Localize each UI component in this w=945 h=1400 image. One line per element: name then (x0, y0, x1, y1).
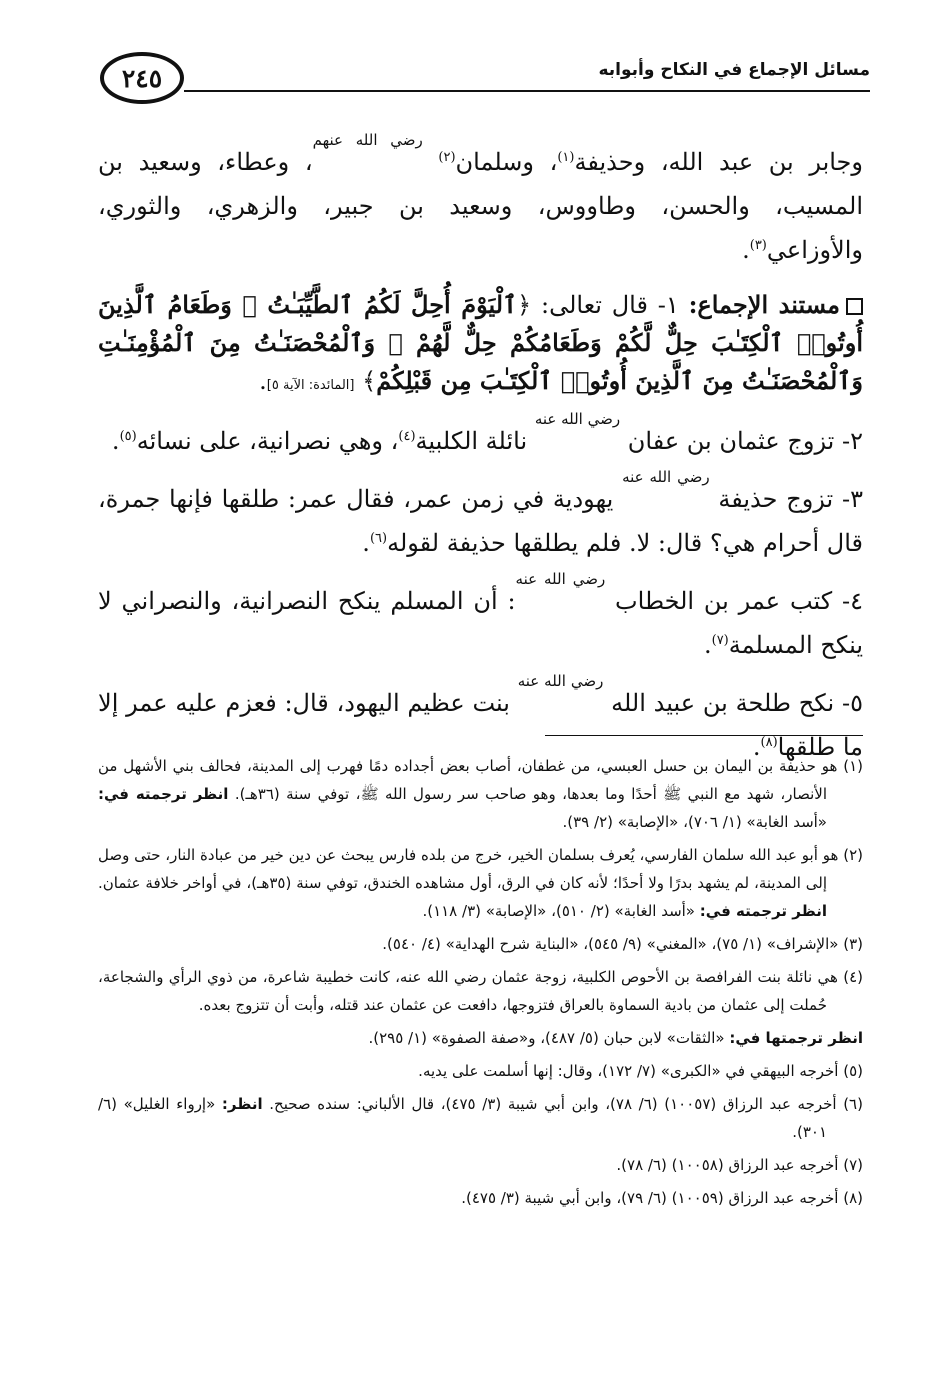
page-header (100, 52, 870, 110)
text-span: نائلة الكلبية (415, 427, 528, 455)
footnote-3 (98, 930, 863, 958)
paragraph-scholars-list (98, 131, 863, 272)
text-span: ٤- كتب عمر بن الخطاب (615, 587, 863, 615)
verse-source: [المائدة: الآية ٥] (266, 378, 355, 393)
verse-close-bracket: ﴾ (362, 367, 377, 395)
text-span: . (703, 631, 712, 659)
honorific-glyph: رضي الله عنهم (312, 131, 423, 149)
footnote-ref[interactable]: (٣) (749, 238, 767, 253)
text-span: . (752, 733, 761, 761)
footnote-text: هو أبو عبد الله سلمان الفارسي، يُعرف بسلمان الخير، خرج من بلده فارس يبحث عن دين خير من عبادة النار، حتى وصل إلى المدينة، لم يشهد بدرًا ولا أحدًا؛ لأنه كان في الرق، أول مشاهده الخندق، توفي سنة (٣٥هـ)، في أواخر خلافة عثمان. (98, 846, 839, 892)
page-number-oval (100, 52, 184, 104)
footnote-ref[interactable]: (٤) (398, 429, 416, 444)
footnote-label: انظر ترجمته في: (98, 785, 229, 803)
footnote-number: (٢) (843, 846, 863, 864)
running-title: مسائل الإجماع في النكاح وأبوابه (598, 60, 870, 80)
footnote-number: (٧) (843, 1156, 863, 1174)
paragraph-item-4 (98, 570, 863, 667)
text-span: ٢- تزوج عثمان بن عفان (627, 427, 863, 455)
footnote-text: «إرواء الغليل» (٦/ ٣٠١). (98, 1095, 827, 1141)
footnote-4-continued (98, 1024, 863, 1052)
section-label: مستند الإجماع: (688, 290, 840, 319)
footnote-label: انظر ترجمته في: (699, 902, 827, 920)
footnote-label: انظر ترجمتها في: (729, 1029, 863, 1047)
text-span: بنت عظيم اليهود، قال: فعزم عليه عمر إلا ما طلقها (98, 689, 863, 761)
page-number: ٢٤٥ (121, 63, 163, 93)
text-span: ٣- تزوج حذيفة (718, 485, 863, 513)
footnote-number: (٦) (843, 1095, 863, 1113)
footnote-text: أخرجه عبد الرزاق (١٠٠٥٧) (٦/ ٧٨)، وابن أبي شيبة (٣/ ٤٧٥)، قال الألباني: سنده صحيح. (269, 1095, 837, 1113)
text-span: ، وسلمان (455, 148, 558, 176)
main-text (98, 131, 863, 783)
honorific-glyph: رضي الله عنه (515, 570, 606, 588)
footnote-5 (98, 1057, 863, 1085)
paragraph-item-3 (98, 468, 863, 565)
footnote-text: هو حذيفة بن اليمان بن حسل العبسي، من غطفان، أصاب بعض أجداده دمًا فهرب إلى المدينة، فحالف بني الأشهل من الأنصار، شهد مع النبي ﷺ أحدًا وما بعدها، وهو صاحب سر رسول الله ﷺ، توفي سنة (٣٦هـ). (98, 757, 838, 803)
footnote-8 (98, 1184, 863, 1212)
footnote-text: أخرجه البيهقي في «الكبرى» (٧/ ١٧٢)، وقال: إنها أسلمت على يديه. (418, 1062, 839, 1080)
footnote-number: (٣) (843, 935, 863, 953)
verse-open-bracket: ﴿ (517, 291, 532, 319)
footnote-2 (98, 841, 863, 925)
text-span: . (259, 367, 267, 395)
text-span: . (742, 236, 750, 264)
honorific-glyph: رضي الله عنه (534, 410, 621, 428)
footnote-separator (545, 735, 863, 736)
footnote-7 (98, 1151, 863, 1179)
text-span: وجابر بن عبد الله، وحذيفة (574, 148, 863, 176)
footnote-text: أخرجه عبد الرزاق (١٠٠٥٨) (٦/ ٧٨). (616, 1156, 839, 1174)
text-span: : أن المسلم ينكح النصرانية، والنصراني لا ينكح المسلمة (98, 587, 863, 659)
text-span: ١- قال تعالى: (540, 291, 679, 319)
footnote-text: «أسد الغابة» (١/ ٧٠٦)، «الإصابة» (٢/ ٣٩). (562, 813, 827, 831)
footnote-text: هي نائلة بنت الفرافصة بن الأحوص الكلبية، زوجة عثمان رضي الله عنه، كانت خطيبة شاعرة، من ذوي الرأي والشجاعة، حُملت إلى عثمان من بادية السماوة بالعراق فتزوجها، دافعت عن عثمان عند قتله، وأبت أن تتزوج بعده. (98, 968, 838, 1014)
text-span: . (111, 427, 120, 455)
footnote-6 (98, 1090, 863, 1146)
text-span: ٥- نكح طلحة بن عبيد الله (611, 689, 863, 717)
honorific-glyph: رضي الله عنه (622, 468, 710, 486)
footnote-text: «الإشراف» (١/ ٧٥)، «المغني» (٩/ ٥٤٥)، «البناية شرح الهداية» (٤/ ٥٤٠). (382, 935, 839, 953)
text-span: . (362, 529, 370, 557)
text-span: ، وهي نصرانية، على نسائه (136, 427, 399, 455)
honorific-glyph: رضي الله عنه (517, 672, 604, 690)
footnote-ref[interactable]: (١) (557, 150, 575, 165)
footnote-text: «الثقات» لابن حبان (٥/ ٤٨٧)، و«صفة الصفوة» (١/ ٢٩٥). (368, 1029, 725, 1047)
footnote-number: (١) (843, 757, 863, 775)
footnote-ref[interactable]: (٨) (760, 735, 778, 750)
footnote-number: (٤) (843, 968, 863, 986)
square-bullet-icon (846, 298, 863, 315)
footnote-label: انظر: (221, 1095, 263, 1113)
footnote-number: (٨) (843, 1189, 863, 1207)
quran-verse: ٱلْيَوْمَ أُحِلَّ لَكُمُ ٱلطَّيِّبَـٰتُ ۖ وَطَعَامُ ٱلَّذِينَ أُوتُوا۟ ٱلْكِتَـٰبَ حِلٌّ لَّكُمْ وَطَعَامُكُمْ حِلٌّ لَّهُمْ ۖ وَٱلْمُحْصَنَـٰتُ مِنَ ٱلْمُؤْمِنَـٰتِ وَٱلْمُحْصَنَـٰتُ مِنَ ٱلَّذِينَ أُوتُوا۟ ٱلْكِتَـٰبَ مِن قَبْلِكُمْ (98, 290, 863, 395)
footnote-text: أخرجه عبد الرزاق (١٠٠٥٩) (٦/ ٧٩)، وابن أبي شيبة (٣/ ٤٧٥). (461, 1189, 839, 1207)
footnote-text: «أسد الغابة» (٢/ ٥١٠)، «الإصابة» (٣/ ١١٨). (422, 902, 695, 920)
footnote-ref[interactable]: (٢) (438, 150, 456, 165)
footnotes (98, 752, 863, 1217)
text-span: ، وعطاء، وسعيد بن المسيب، والحسن، وطاووس، وسعيد بن جبير، والزهري، والثوري، والأوزاعي (98, 148, 863, 264)
footnote-ref[interactable]: (٦) (369, 531, 388, 546)
text-span: يهودية في زمن عمر، فقال عمر: طلقها فإنها جمرة، قال أحرام هي؟ قال: لا. فلم يطلقها حذيفة لقوله (98, 485, 863, 557)
footnote-ref[interactable]: (٥) (119, 429, 137, 444)
paragraph-consensus-basis (98, 286, 863, 405)
paragraph-item-2 (98, 410, 863, 463)
footnote-number: (٥) (843, 1062, 863, 1080)
header-rule (184, 90, 870, 92)
footnote-4 (98, 963, 863, 1019)
footnote-ref[interactable]: (٧) (711, 633, 729, 648)
footnote-1 (98, 752, 863, 836)
